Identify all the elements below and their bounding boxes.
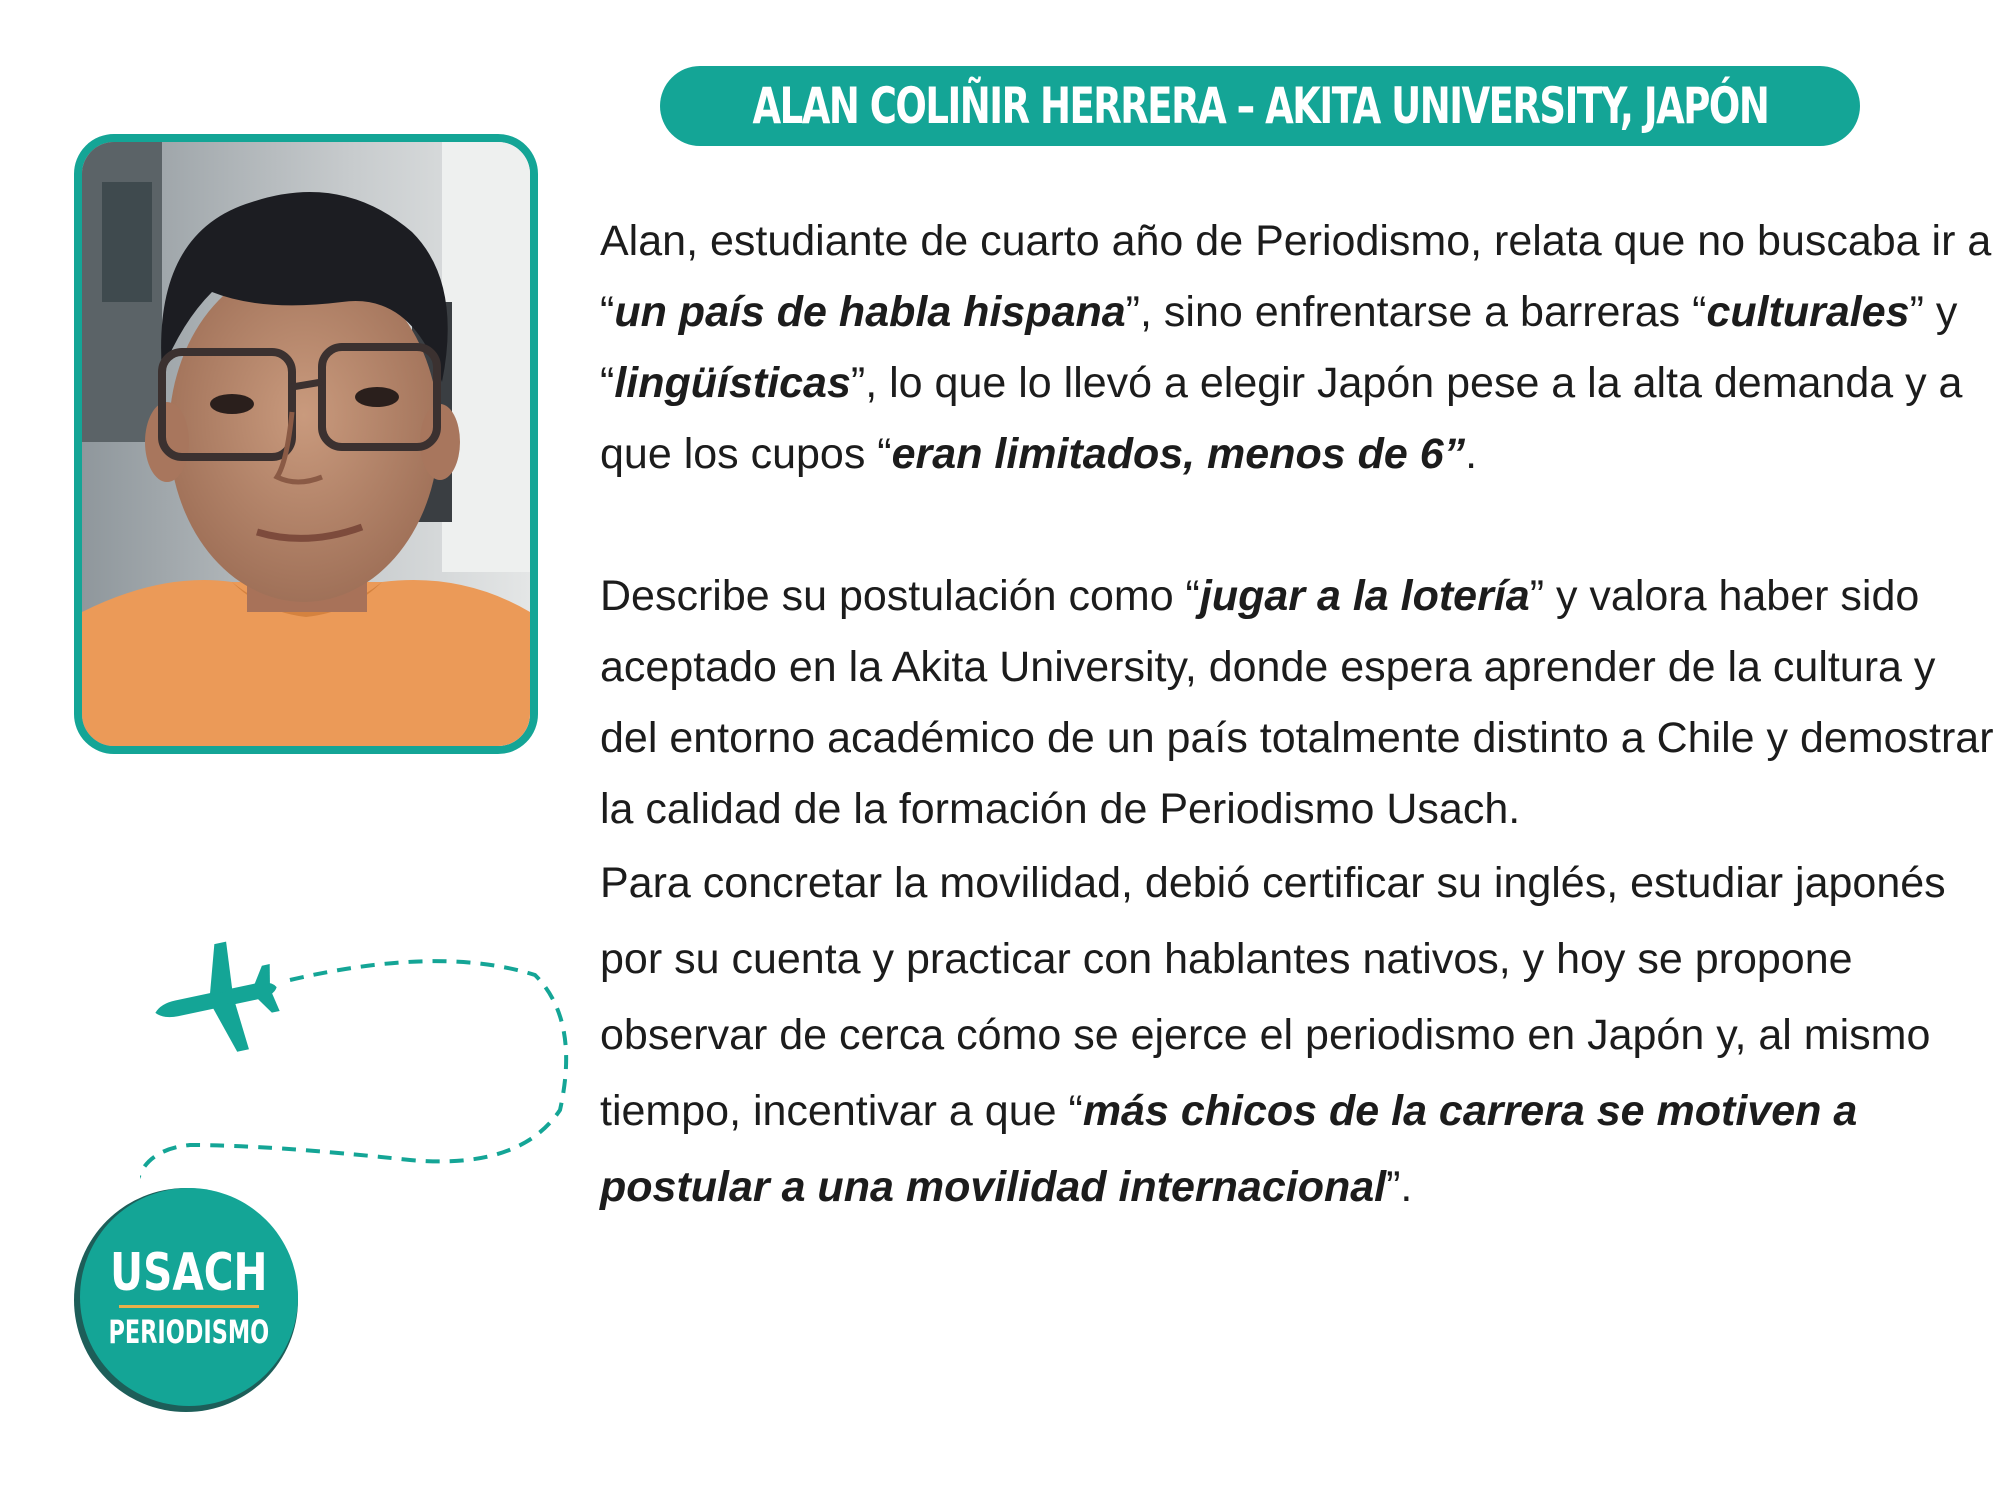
portrait-photo (74, 134, 538, 754)
flight-decoration (140, 930, 600, 1220)
text-segment: debió certificar su inglés (1144, 859, 1607, 907)
text-segment: Alan (600, 217, 687, 265)
paragraph-3 (600, 845, 2000, 1225)
article-body (600, 206, 2000, 1225)
portrait-image (82, 142, 530, 746)
text-segment: ”. (1386, 1163, 1413, 1211)
text-segment: Akita University (891, 643, 1185, 691)
usach-periodismo-logo (80, 1188, 298, 1406)
text-segment: ”, lo que lo llevó a elegir (850, 359, 1317, 407)
text-segment: jugar a la lotería (1199, 572, 1530, 620)
text-segment: , y hoy se propone observar de cerca cómo se ejerce el periodismo en Japón y, al mismo tiempo, incentivar a que “ (600, 935, 1931, 1135)
text-segment: Describe su postulación como “ (600, 572, 1200, 620)
text-segment: cuarto año de Periodismo (980, 217, 1471, 265)
logo-title: USACH (110, 1242, 268, 1303)
text-segment: culturales (1706, 288, 1910, 336)
text-segment: ” y valora haber sido aceptado en la (600, 572, 1920, 691)
text-segment: más chicos de la carrera se motiven a postular a una movilidad internacional (600, 1087, 1858, 1211)
text-segment: estudiar japonés (1630, 859, 1946, 907)
paragraph-2 (600, 561, 2000, 845)
text-segment: un país de habla hispana (614, 288, 1126, 336)
logo-divider (119, 1305, 259, 1308)
text-segment: ”, sino enfrentarse a barreras “ (1125, 288, 1707, 336)
text-segment: , donde espera aprender de la cultura y del entorno académico de un país totalmente distinto a Chile y demostrar la calidad de la formación de Periodismo Usach. (600, 643, 1994, 833)
text-segment: Japón (1317, 359, 1435, 407)
airplane-icon (144, 933, 288, 1066)
text-segment: , (1606, 859, 1631, 907)
page-title: ALAN COLIÑIR HERRERA – AKITA UNIVERSITY, JAPÓN (752, 77, 1768, 135)
text-segment: , estudiante de (686, 217, 981, 265)
text-segment: practicar con hablantes nativos (905, 935, 1499, 983)
logo-subtitle: PERIODISMO (108, 1312, 270, 1351)
text-segment: por su cuenta y (600, 935, 906, 983)
paragraph-1 (600, 206, 2000, 490)
text-segment: ” y “ (600, 288, 1958, 407)
text-segment: eran limitados, menos de 6” (891, 430, 1466, 478)
text-segment: lingüísticas (614, 359, 851, 407)
text-segment: Para concretar la movilidad, (600, 859, 1145, 907)
text-segment: . (1465, 430, 1478, 478)
text-segment: pese a la alta demanda y a que los cupos “ (600, 359, 1963, 478)
title-banner (660, 66, 1860, 146)
text-segment: , relata que no buscaba ir a “ (600, 217, 1992, 336)
